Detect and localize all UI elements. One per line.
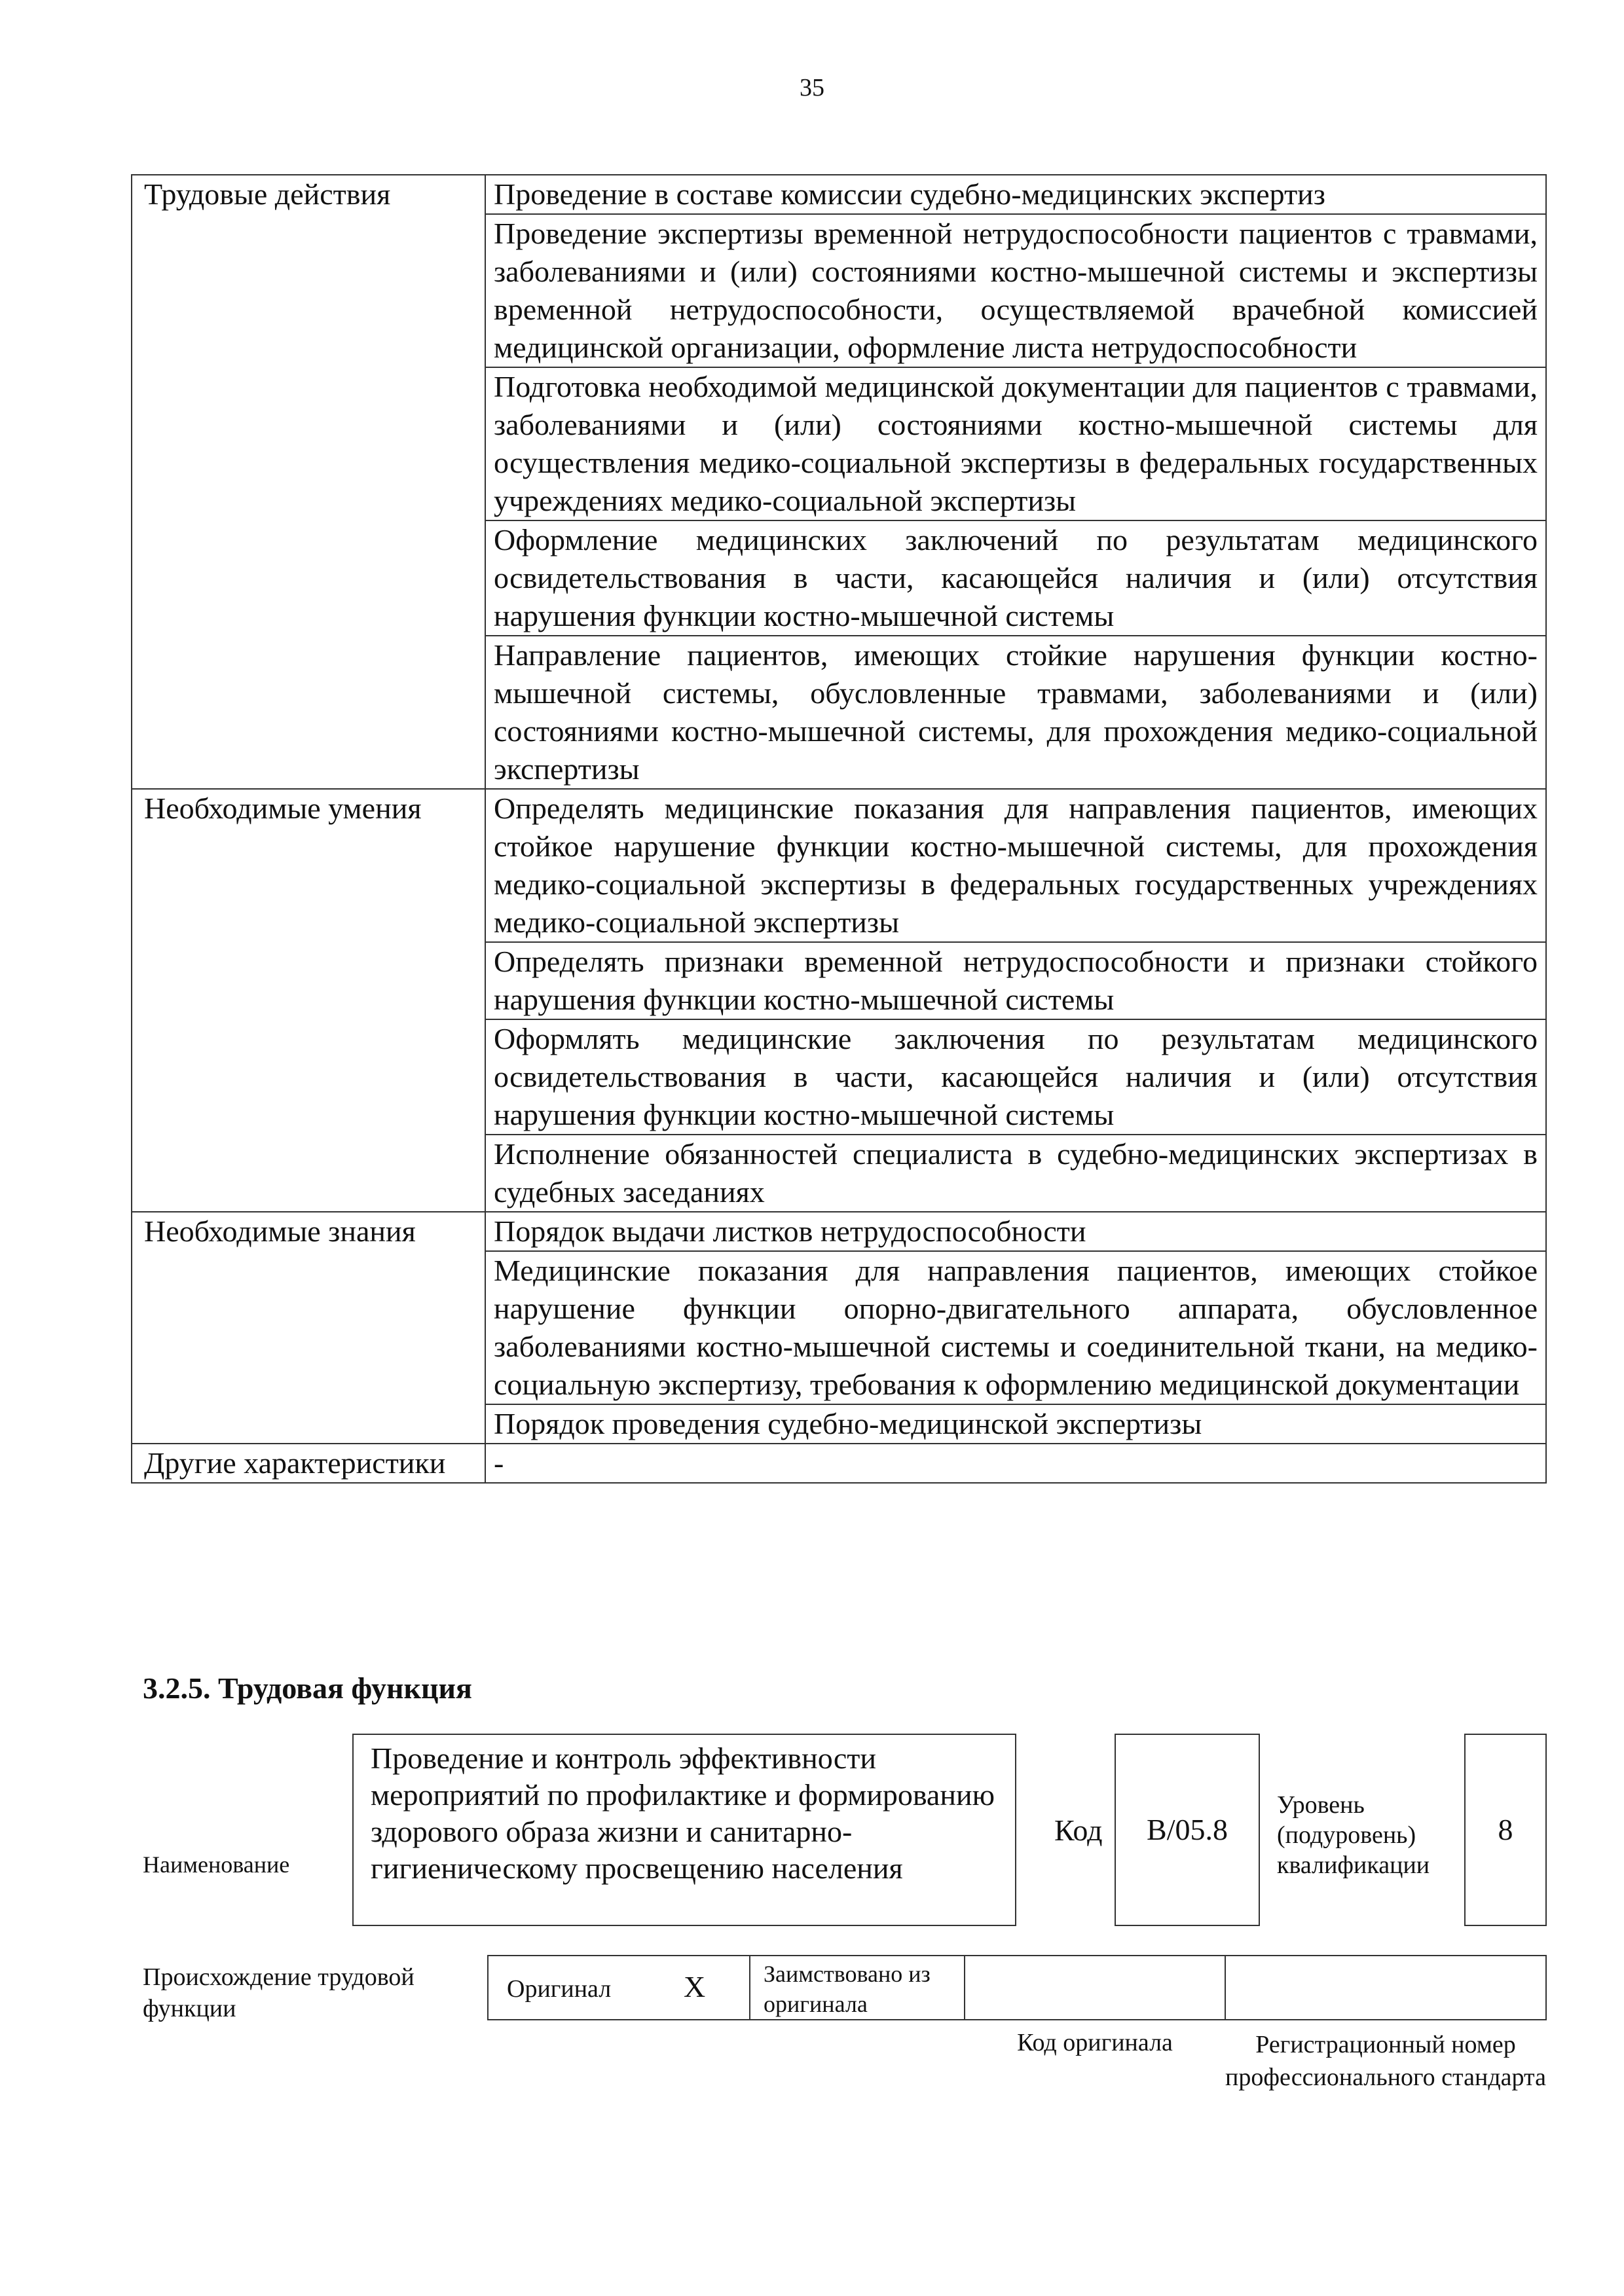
reg-number-caption: Регистрационный номер профессионального стандарта: [1225, 2031, 1546, 2091]
level-value: 8: [1498, 1813, 1513, 1846]
group-label: Необходимые знания: [132, 1212, 485, 1444]
section-title: 3.2.5. Трудовая функция: [143, 1671, 472, 1705]
table-cell: Определять медицинские показания для направления пациентов, имеющих стойкое нарушение функции костно-мышечной системы, для прохождения медико-социальной экспертизы в федеральных государственных учреждениях медико-социальной экспертизы: [485, 789, 1546, 942]
code-original-caption: Код оригинала: [1017, 2029, 1173, 2056]
code-value-box: [1115, 1734, 1260, 1926]
group-label: Другие характеристики: [132, 1444, 485, 1483]
table-cell: Порядок проведения судебно-медицинской экспертизы: [485, 1404, 1546, 1444]
origin-label: Происхождение трудовой функции: [143, 1963, 415, 2022]
table-row: [132, 1444, 1546, 1483]
origin-borrowed-box: [749, 1955, 965, 2020]
page-number: 35: [800, 74, 824, 101]
table-cell: Оформлять медицинские заключения по результатам медицинского освидетельствования в части, касающейся наличия и (или) отсутствия нарушения функции костно-мышечной системы: [485, 1019, 1546, 1135]
reg-number-cell: [1225, 1955, 1547, 2020]
table-row: [132, 789, 1546, 942]
group-label: Трудовые действия: [132, 175, 485, 789]
group-label: Необходимые умения: [132, 789, 485, 1212]
table-row: [132, 175, 1546, 214]
original-mark: X: [684, 1970, 706, 2003]
table-cell: Проведение в составе комиссии судебно-медицинских экспертиз: [485, 175, 1546, 214]
table-cell: Исполнение обязанностей специалиста в судебно-медицинских экспертизах в судебных заседаниях: [485, 1135, 1546, 1212]
table-cell: Порядок выдачи листков нетрудоспособности: [485, 1212, 1546, 1251]
table-cell: Направление пациентов, имеющих стойкие нарушения функции костно-мышечной системы, обусловленные травмами, заболеваниями и (или) состояниями костно-мышечной системы, для прохождения медико-социальной экспертизы: [485, 636, 1546, 789]
labor-function-table: [131, 174, 1547, 1484]
table-cell: Медицинские показания для направления пациентов, имеющих стойкое нарушение функции опорно-двигательного аппарата, обусловленное заболеваниями костно-мышечной системы и соединительной ткани, на медико-социальную экспертизу, требования к оформлению медицинской документации: [485, 1251, 1546, 1404]
level-value-box: [1464, 1734, 1547, 1926]
name-value-box: [352, 1734, 1016, 1926]
original-label: Оригинал: [507, 1975, 612, 2003]
table-cell: Проведение экспертизы временной нетрудоспособности пациентов с травмами, заболеваниями и (или) состояниями костно-мышечной системы и экспертизы временной нетрудоспособности, осуществляемой врачебной комиссией медицинской организации, оформление листа нетрудоспособности: [485, 214, 1546, 367]
code-value: B/05.8: [1147, 1813, 1228, 1846]
borrowed-label: Заимствовано из оригинала: [764, 1961, 931, 2017]
code-original-cell: [964, 1955, 1226, 2020]
origin-original-box: [487, 1955, 750, 2020]
table-cell: Подготовка необходимой медицинской документации для пациентов с травмами, заболеваниями и (или) состояниями костно-мышечной системы для осуществления медико-социальной экспертизы в федеральных государственных учреждениях медико-социальной экспертизы: [485, 367, 1546, 520]
table-cell: Оформление медицинских заключений по результатам медицинского освидетельствования в части, касающейся наличия и (или) отсутствия нарушения функции костно-мышечной системы: [485, 520, 1546, 636]
name-value: Проведение и контроль эффективности мероприятий по профилактике и формированию здорового образа жизни и санитарно-гигиеническому просвещению населения: [371, 1741, 995, 1885]
code-label: Код: [1054, 1813, 1103, 1847]
name-label: Наименование: [143, 1851, 290, 1878]
table-cell: Определять признаки временной нетрудоспособности и признаки стойкого нарушения функции костно-мышечной системы: [485, 942, 1546, 1019]
level-label: Уровень (подуровень) квалификации: [1277, 1791, 1430, 1879]
table-cell: -: [485, 1444, 1546, 1483]
table-row: [132, 1212, 1546, 1251]
